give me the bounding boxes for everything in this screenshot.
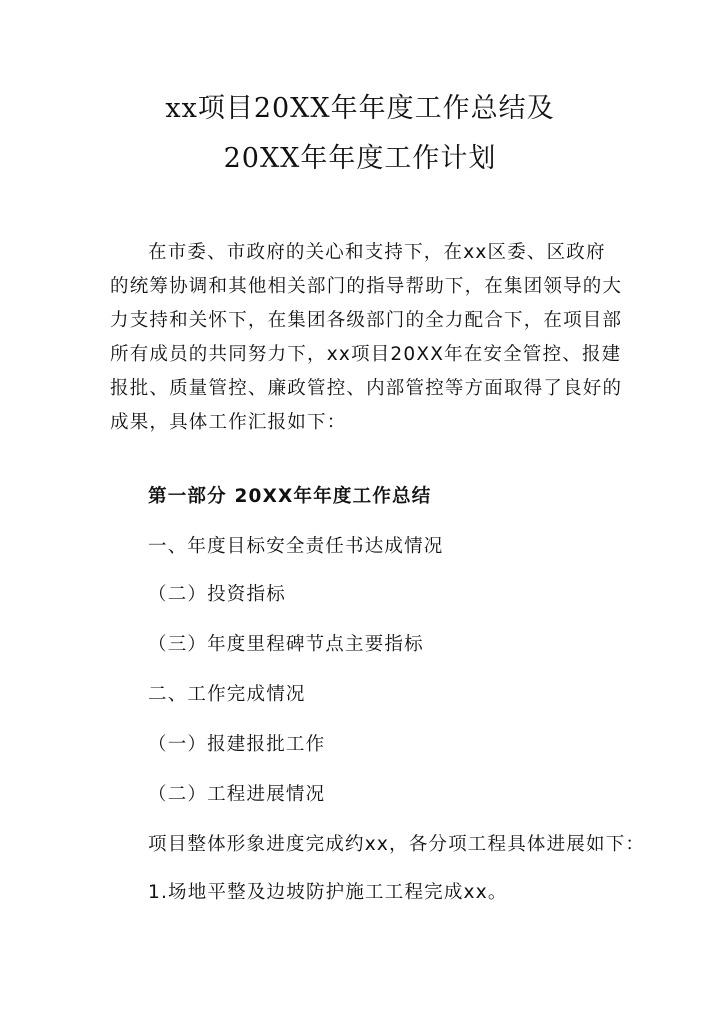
intro-line-5: 报批、质量管控、廉政管控、内部管控等方面取得了良好的 — [110, 378, 623, 399]
intro-line-6: 成果，具体工作汇报如下： — [110, 412, 347, 433]
intro-paragraph — [110, 236, 623, 440]
intro-line-1: 在市委、市政府的关心和支持下，在xx区委、区政府 — [148, 242, 606, 263]
subsection-approval: （一）报建报批工作 — [148, 734, 326, 755]
subsection-progress: （二）工程进展情况 — [148, 784, 326, 805]
subsection-milestone: （三）年度里程碑节点主要指标 — [148, 634, 424, 655]
part1-heading: 第一部分 20XX年年度工作总结 — [148, 486, 432, 507]
document-title-line1: xx项目20XX年年度工作总结及 — [165, 93, 555, 124]
intro-line-2: 的统筹协调和其他相关部门的指导帮助下，在集团领导的大 — [110, 276, 623, 297]
section-heading-1: 一、年度目标安全责任书达成情况 — [148, 536, 444, 557]
subsection-investment: （二）投资指标 — [148, 584, 286, 605]
intro-line-3: 力支持和关怀下，在集团各级部门的全力配合下，在项目部 — [110, 310, 623, 331]
intro-line-4: 所有成员的共同努力下，xx项目20XX年在安全管控、报建 — [110, 344, 622, 365]
document-title-line2: 20XX年年度工作计划 — [223, 143, 497, 174]
progress-text: 项目整体形象进度完成约xx，各分项工程具体进展如下： — [148, 834, 646, 855]
section-heading-2: 二、工作完成情况 — [148, 684, 306, 705]
list-item-1: 1.场地平整及边坡防护施工工程完成xx。 — [148, 882, 508, 903]
